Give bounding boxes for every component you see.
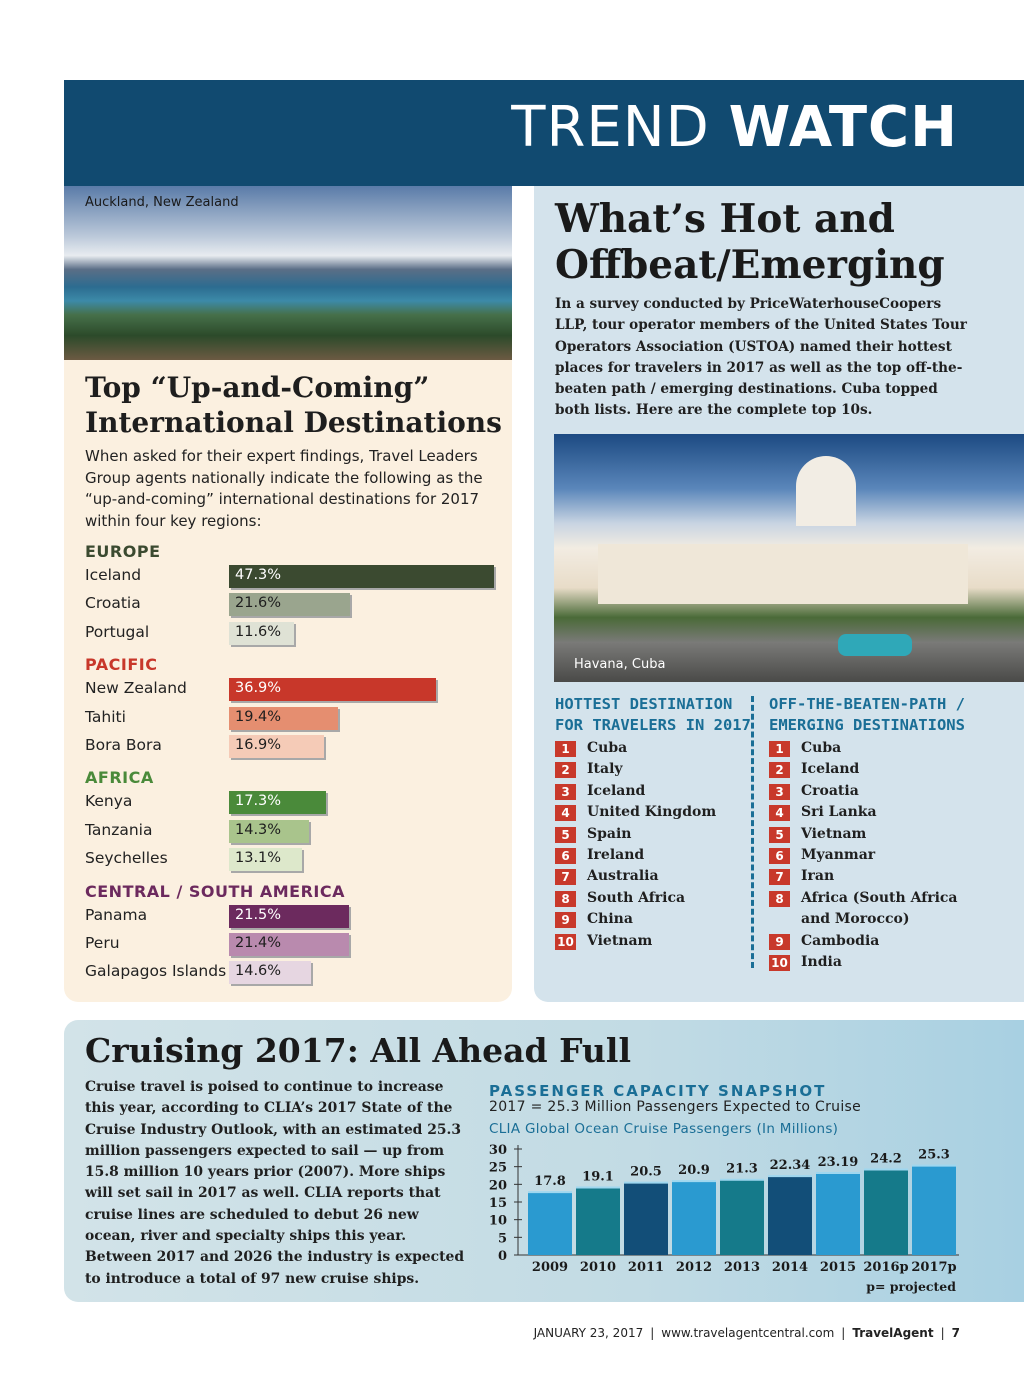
percentage-bar xyxy=(229,905,349,928)
heading-line: Top “Up-and-Coming” xyxy=(85,371,430,404)
destination-item: Australia xyxy=(587,868,659,885)
list-title-line: EMERGING DESTINATIONS xyxy=(769,716,965,734)
x-tick-label: 2013 xyxy=(723,1260,761,1275)
percentage-bar xyxy=(229,707,338,730)
region-heading: EUROPE xyxy=(85,542,161,561)
rank-badge: 2 xyxy=(769,762,790,778)
bar-value-label: 22.34 xyxy=(769,1158,811,1174)
x-tick-label: 2010 xyxy=(579,1260,617,1275)
percentage-value: 14.6% xyxy=(235,963,282,980)
destination-item: South Africa xyxy=(587,889,686,906)
classic-car xyxy=(838,634,912,656)
photo-caption: Havana, Cuba xyxy=(574,657,666,672)
hot-offbeat-heading xyxy=(555,196,1015,288)
y-tick-label: 25 xyxy=(488,1160,507,1176)
snapshot-subtitle: 2017 = 25.3 Million Passengers Expected to Cruise xyxy=(489,1099,862,1115)
page-number: 7 xyxy=(951,1326,960,1340)
footer-separator: | xyxy=(841,1326,846,1340)
chart-bar xyxy=(672,1181,716,1255)
destination-item: Croatia xyxy=(801,782,859,799)
auckland-photo xyxy=(64,186,512,360)
destination-item: Iceland xyxy=(801,761,860,778)
destination-item: India xyxy=(801,954,842,970)
rank-badge: 7 xyxy=(555,869,576,885)
destination-label: Kenya xyxy=(85,792,133,811)
destination-label: Galapagos Islands xyxy=(85,962,227,981)
percentage-bar xyxy=(229,933,349,956)
y-tick-label: 5 xyxy=(497,1231,507,1247)
rank-badge: 1 xyxy=(769,741,790,757)
bar-value-label: 17.8 xyxy=(534,1174,566,1190)
capitol-dome xyxy=(796,456,856,526)
offbeat-list-title xyxy=(769,694,965,736)
percentage-bar xyxy=(229,848,302,871)
chart-bar xyxy=(576,1188,620,1255)
destination-label: Bora Bora xyxy=(85,736,162,754)
page-footer xyxy=(534,1326,960,1340)
footer-separator: | xyxy=(650,1326,655,1340)
bar-value-label: 23.19 xyxy=(817,1155,859,1171)
heading-line: What’s Hot and xyxy=(555,196,895,242)
heading-line: Offbeat/Emerging xyxy=(555,242,945,288)
percentage-bar xyxy=(229,791,326,814)
bar-value-label: 24.2 xyxy=(870,1151,902,1167)
rank-badge: 10 xyxy=(555,934,576,950)
destination-label: Tanzania xyxy=(85,820,153,839)
percentage-value: 17.3% xyxy=(235,793,282,810)
bar-value-label: 21.3 xyxy=(726,1161,758,1177)
destination-item: Cambodia xyxy=(801,932,880,949)
destination-label: Peru xyxy=(85,934,120,952)
destination-item: Iceland xyxy=(587,782,646,799)
capitol-building xyxy=(598,544,968,604)
rank-badge: 4 xyxy=(769,805,790,821)
x-tick-label: 2009 xyxy=(531,1260,569,1275)
bar-value-label: 25.3 xyxy=(918,1147,950,1163)
destination-item: Africa (South Africa xyxy=(801,889,958,906)
x-tick-label: 2012 xyxy=(675,1260,713,1275)
destination-item: Sri Lanka xyxy=(801,804,877,821)
list-title-line: HOTTEST DESTINATION xyxy=(555,695,733,713)
y-tick-label: 0 xyxy=(497,1249,507,1264)
destination-label: Seychelles xyxy=(85,849,168,868)
rank-badge: 8 xyxy=(555,891,576,907)
percentage-bar xyxy=(229,735,324,758)
destination-item: Italy xyxy=(587,761,623,778)
x-tick-label: 2016p xyxy=(863,1260,909,1275)
destination-item: Myanmar xyxy=(801,847,876,863)
section-title-light: TREND xyxy=(511,95,710,160)
percentage-value: 13.1% xyxy=(235,850,282,867)
rank-badge: 1 xyxy=(555,741,576,757)
section-title xyxy=(511,95,958,160)
percentage-value: 36.9% xyxy=(235,680,282,697)
cruise-text: Cruise travel is poised to continue to increase this year, according to CLIA’s 2017 State of the Cruise Industry Outlook, with an estimated 25.3 million passengers expected to sail — up from 15.8 million 10 years prior (2007). More ships will set sail in 2017 as well. CLIA reports that cruise lines are scheduled to debut 26 new ocean, river and specialty ships this year. Between 2017 and 2026 the industry is expected to introduce a total of 97 new cruise ships. xyxy=(85,1079,465,1287)
chart-bar xyxy=(816,1173,860,1255)
region-heading: PACIFIC xyxy=(85,655,158,675)
up-and-coming-heading xyxy=(85,370,505,440)
percentage-value: 47.3% xyxy=(235,567,282,583)
bar-value-label: 20.5 xyxy=(630,1164,662,1180)
percentage-value: 16.9% xyxy=(235,737,282,753)
percentage-value: 21.4% xyxy=(235,935,282,951)
havana-photo xyxy=(554,434,1024,682)
percentage-bar xyxy=(229,565,494,588)
destination-item: Vietnam xyxy=(587,932,653,949)
percentage-value: 14.3% xyxy=(235,821,282,838)
hot-offbeat-intro: In a survey conducted by PriceWaterhouseCoopers LLP, tour operator members of the United States Tour Operators Association (USTOA) named their hottest places for travelers in 2017 as well as the top off-the-beaten path / emerging destinations. Cuba topped both lists. Here are the complete top 10s. xyxy=(555,296,967,419)
rank-badge: 7 xyxy=(769,869,790,885)
region-heading: AFRICA xyxy=(85,768,154,788)
bar-value-label: 20.9 xyxy=(678,1163,710,1179)
rank-badge: 8 xyxy=(769,891,790,907)
chart-bar xyxy=(624,1183,668,1255)
percentage-value: 21.6% xyxy=(235,595,282,612)
percentage-bar xyxy=(229,961,311,984)
destination-item: United Kingdom xyxy=(587,804,717,821)
footer-separator: | xyxy=(940,1326,945,1340)
rank-badge: 9 xyxy=(555,912,576,928)
chart-bar xyxy=(528,1192,572,1255)
chart-title: CLIA Global Ocean Cruise Passengers (In Millions) xyxy=(489,1121,839,1137)
percentage-bar xyxy=(229,622,294,645)
bar-value-label: 19.1 xyxy=(582,1169,614,1185)
rank-badge: 6 xyxy=(769,848,790,864)
issue-date: JANUARY 23, 2017 xyxy=(533,1326,644,1340)
destination-item: Vietnam xyxy=(801,825,867,842)
destination-item: Ireland xyxy=(587,847,645,863)
rank-badge: 10 xyxy=(769,955,790,971)
destination-item: and Morocco) xyxy=(801,911,910,928)
chart-bar xyxy=(768,1176,812,1255)
percentage-value: 11.6% xyxy=(235,623,282,640)
destination-label: Croatia xyxy=(85,594,141,613)
chart-footnote: p= projected xyxy=(866,1279,956,1294)
passenger-chart xyxy=(484,1138,964,1300)
destination-item: Iran xyxy=(801,868,835,885)
y-tick-label: 10 xyxy=(488,1213,507,1229)
y-tick-label: 20 xyxy=(488,1178,507,1194)
rank-badge: 3 xyxy=(769,784,790,800)
list-title-line: FOR TRAVELERS IN 2017 xyxy=(555,716,751,734)
destination-label: Iceland xyxy=(85,566,142,584)
region-heading: CENTRAL / SOUTH AMERICA xyxy=(85,881,345,901)
passenger-chart-svg xyxy=(484,1138,964,1300)
snapshot-title: PASSENGER CAPACITY SNAPSHOT xyxy=(489,1082,827,1100)
y-tick-label: 15 xyxy=(488,1196,507,1211)
destination-item: Cuba xyxy=(801,740,842,756)
section-title-bold: WATCH xyxy=(728,95,958,160)
destination-label: Tahiti xyxy=(85,707,126,726)
percentage-value: 21.5% xyxy=(235,906,282,923)
percentage-bar xyxy=(229,820,309,843)
x-tick-label: 2017p xyxy=(911,1260,957,1275)
list-title-line: OFF-THE-BEATEN-PATH / xyxy=(769,695,965,713)
masthead xyxy=(64,80,1024,186)
heading-line: International Destinations xyxy=(85,406,502,439)
list-divider xyxy=(751,696,754,968)
percentage-bar xyxy=(229,593,350,616)
rank-badge: 3 xyxy=(555,784,576,800)
footer-url[interactable]: www.travelagentcentral.com xyxy=(661,1326,835,1340)
x-tick-label: 2011 xyxy=(627,1260,665,1275)
footer-brand: TravelAgent xyxy=(852,1326,934,1340)
cruise-heading: Cruising 2017: All Ahead Full xyxy=(85,1031,631,1070)
chart-bar xyxy=(720,1180,764,1255)
hottest-list-title xyxy=(555,694,751,736)
percentage-value: 19.4% xyxy=(235,708,282,725)
up-and-coming-intro: When asked for their expert findings, Travel Leaders Group agents nationally indicate the following as the “up-and-coming” international destinations for 2017 within four key regions: xyxy=(85,447,483,530)
destination-item: China xyxy=(587,911,633,928)
destination-label: Portugal xyxy=(85,622,150,641)
rank-badge: 2 xyxy=(555,762,576,778)
rank-badge: 6 xyxy=(555,848,576,864)
destination-item: Cuba xyxy=(587,740,628,756)
rank-badge: 5 xyxy=(555,827,576,843)
percentage-bar xyxy=(229,678,436,701)
y-tick-label: 30 xyxy=(488,1143,507,1158)
destination-item: Spain xyxy=(587,825,632,842)
chart-bar xyxy=(864,1169,908,1255)
destination-label: Panama xyxy=(85,905,148,924)
x-tick-label: 2014 xyxy=(771,1260,809,1275)
photo-caption: Auckland, New Zealand xyxy=(85,195,239,210)
rank-badge: 4 xyxy=(555,805,576,821)
rank-badge: 5 xyxy=(769,827,790,843)
destination-label: New Zealand xyxy=(85,679,187,698)
x-tick-label: 2015 xyxy=(819,1260,857,1275)
chart-bar xyxy=(912,1166,956,1255)
rank-badge: 9 xyxy=(769,934,790,950)
